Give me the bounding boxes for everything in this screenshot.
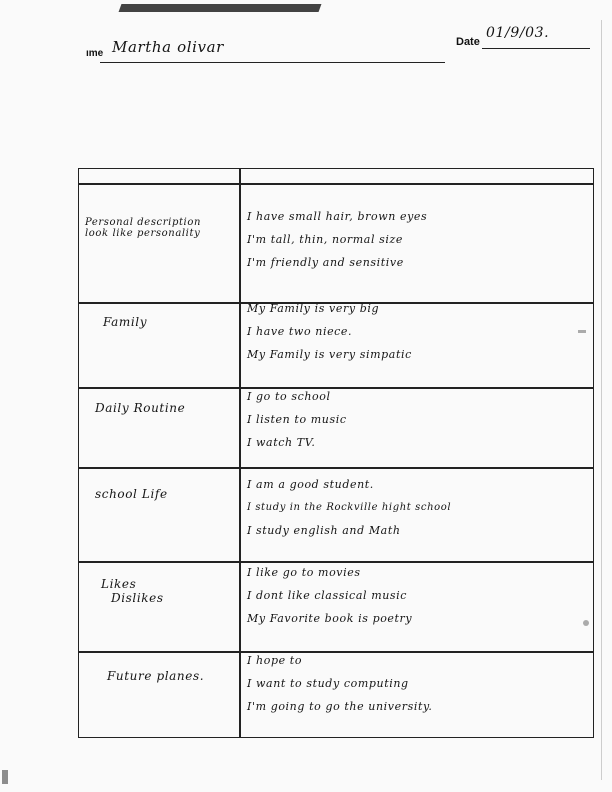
category-personal-description — [85, 217, 201, 239]
answer-line: I listen to music — [247, 413, 347, 426]
answer-line: I study english and Math — [247, 524, 401, 537]
answer-line: I dont like classical music — [247, 589, 408, 602]
category-future-plans — [107, 669, 204, 683]
category-line: Likes — [101, 577, 137, 591]
answer-line: I'm tall, thin, normal size — [247, 233, 404, 246]
answer-line: My Favorite book is poetry — [247, 612, 413, 625]
name-label: ıme — [86, 48, 104, 59]
answer-line: I have small hair, brown eyes — [247, 210, 428, 223]
answer-line: My Family is very simpatic — [247, 348, 412, 361]
answers-future-plans — [247, 649, 432, 718]
scan-speck — [578, 330, 586, 333]
header-row-divider — [79, 183, 593, 185]
row-divider — [79, 467, 593, 469]
category-school-life — [95, 487, 168, 501]
answer-line: I watch TV. — [247, 436, 316, 449]
answer-line: I study in the Rockville hight school — [247, 502, 452, 513]
date-label: Date — [456, 36, 480, 48]
date-value: 01/9/03. — [486, 25, 550, 41]
answers-family — [247, 297, 412, 366]
answer-line: I have two niece. — [247, 325, 353, 338]
answers-school-life — [247, 473, 451, 542]
category-line: Daily Routine — [95, 401, 186, 415]
answer-line: I'm friendly and sensitive — [247, 256, 404, 269]
category-line: Family — [103, 315, 148, 329]
student-name: Martha olivar — [112, 38, 224, 56]
category-line: school Life — [95, 487, 168, 501]
answers-likes-dislikes — [247, 561, 412, 630]
scan-speck — [583, 620, 589, 626]
date-underline — [482, 48, 590, 49]
answer-line: I am a good student. — [247, 478, 374, 491]
worksheet-header — [0, 0, 612, 80]
category-line: look like personality — [85, 228, 201, 239]
answer-line: I want to study computing — [247, 677, 409, 690]
category-family — [103, 315, 147, 329]
answer-line: My Family is very big — [247, 302, 380, 315]
answers-daily-routine — [247, 385, 347, 454]
description-table — [78, 168, 594, 738]
category-daily-routine — [95, 401, 185, 415]
category-likes-dislikes — [101, 577, 164, 605]
category-line: Future planes. — [107, 669, 205, 683]
scan-edge-line — [601, 20, 602, 780]
answer-line: I hope to — [247, 654, 303, 667]
category-line: Dislikes — [111, 591, 164, 605]
scan-speck — [2, 770, 8, 784]
answers-personal-description — [247, 205, 427, 274]
answer-line: I'm going to go the university. — [247, 700, 433, 713]
answer-line: I like go to movies — [247, 566, 361, 579]
answer-line: I go to school — [247, 390, 331, 403]
name-underline — [100, 62, 445, 63]
category-line: Personal description — [85, 217, 202, 228]
